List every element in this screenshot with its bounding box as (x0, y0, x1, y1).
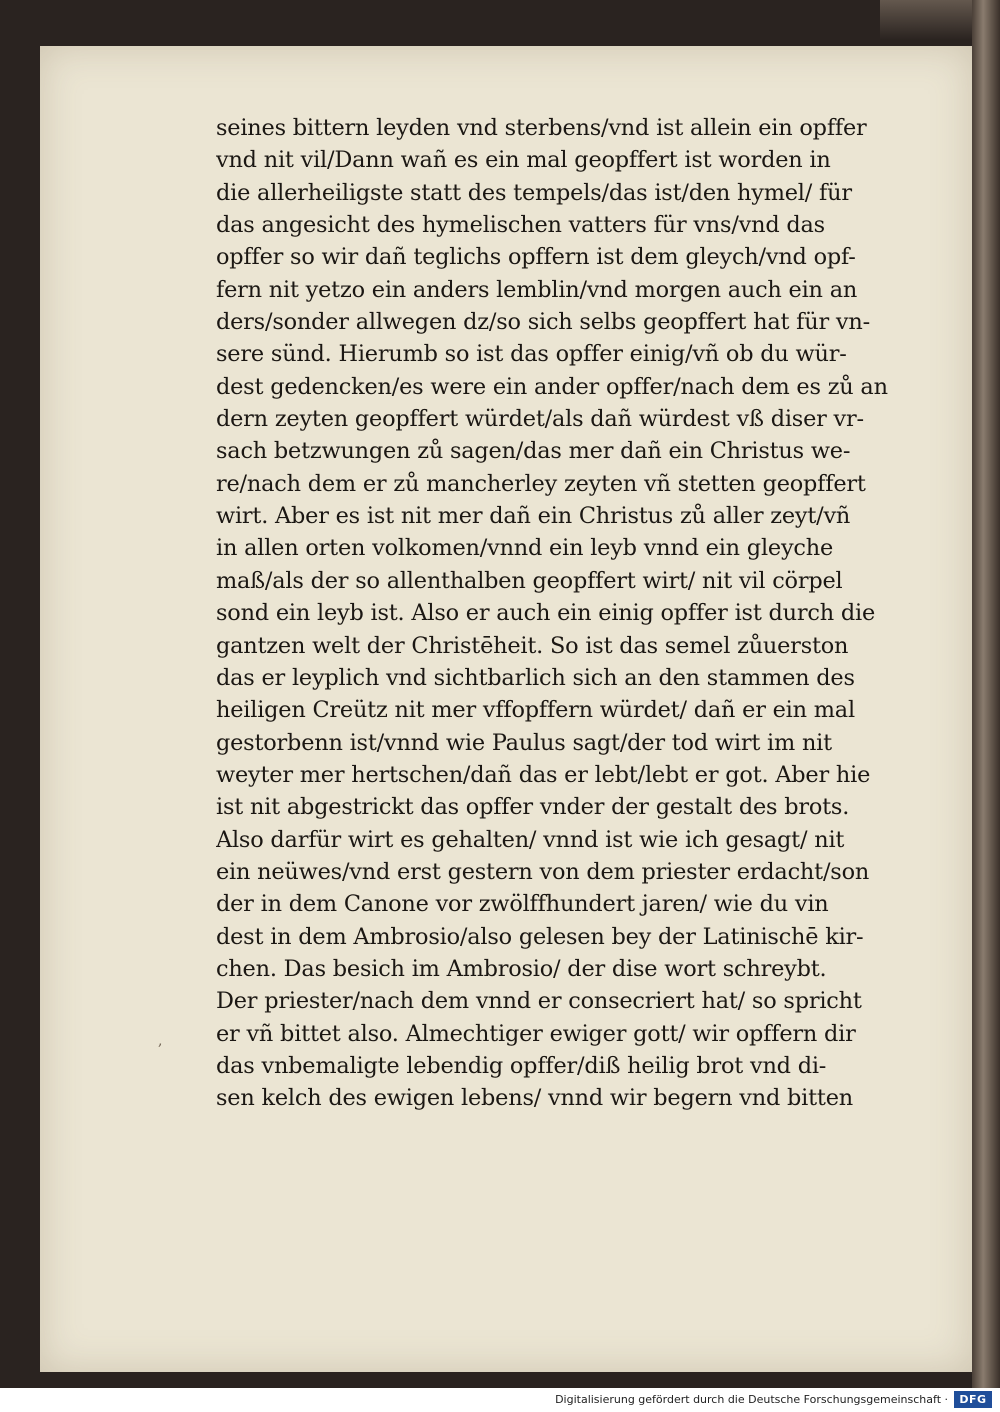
text-line: das er leyplich vnd sichtbarlich sich an den stammen des (216, 664, 855, 691)
scan-book-edge-right (972, 0, 1000, 1388)
text-line: die allerheiligste statt des tempels/das ist/den hymel/ für (216, 179, 852, 206)
text-line: in allen orten volkomen/vnnd ein leyb vnnd ein gleyche (216, 535, 834, 562)
text-line: ein neüwes/vnd erst gestern von dem priester erdacht/son (216, 858, 870, 885)
text-line: gantzen welt der Christēheit. So ist das semel zůuerston (216, 632, 849, 659)
text-line: weyter mer hertschen/dañ das er lebt/lebt er got. Aber hie (216, 761, 871, 788)
text-line: Also darfür wirt es gehalten/ vnnd ist wie ich gesagt/ nit (216, 826, 845, 853)
text-line: wirt. Aber es ist nit mer dañ ein Christus zů aller zeyt/vñ (216, 503, 851, 530)
text-line: fern nit yetzo ein anders lemblin/vnd morgen auch ein an (216, 276, 858, 303)
text-line: chen. Das besich im Ambrosio/ der dise wort schreybt. (216, 955, 827, 982)
text-line: vnd nit vil/Dann wañ es ein mal geopffert ist worden in (216, 147, 831, 174)
text-line: ders/sonder allwegen dz/so sich selbs geopffert hat für vn- (216, 309, 870, 336)
text-line: sen kelch des ewigen lebens/ vnnd wir begern vnd bitten (216, 1085, 853, 1112)
text-line: Der priester/nach dem vnnd er consecriert hat/ so spricht (216, 988, 862, 1015)
text-line: sach betzwungen zů sagen/das mer dañ ein Christus we- (216, 438, 851, 465)
funding-credit: Digitalisierung gefördert durch die Deutsche Forschungsgemeinschaft · (555, 1393, 948, 1406)
text-line: dest gedencken/es were ein ander opffer/nach dem es zů an (216, 373, 888, 400)
text-line: das angesicht des hymelischen vatters für vns/vnd das (216, 212, 825, 239)
text-line: sere sünd. Hierumb so ist das opffer einig/vñ ob du wür- (216, 341, 847, 368)
text-line: gestorbenn ist/vnnd wie Paulus sagt/der tod wirt im nit (216, 729, 832, 756)
text-line: der in dem Canone vor zwölffhundert jaren/ wie du vin (216, 891, 829, 918)
text-line: seines bittern leyden vnd sterbens/vnd ist allein ein opffer (216, 115, 867, 141)
text-line: ist nit abgestrickt das opffer vnder der gestalt des brots. (216, 794, 850, 821)
page-text (216, 112, 916, 1115)
footer-bar (0, 1388, 1000, 1412)
margin-mark: , (158, 1033, 163, 1049)
text-line: das vnbemaligte lebendig opffer/diß heilig brot vnd di- (216, 1052, 827, 1079)
text-line: re/nach dem er zů mancherley zeyten vñ stetten geopffert (216, 470, 866, 497)
text-line: maß/als der so allenthalben geopffert wirt/ nit vil cörpel (216, 567, 843, 594)
text-line: dern zeyten geopffert würdet/als dañ würdest vß diser vr- (216, 406, 864, 433)
text-line: er vñ bittet also. Almechtiger ewiger gott/ wir opffern dir (216, 1020, 856, 1047)
text-line: dest in dem Ambrosio/also gelesen bey der Latinischē kir- (216, 923, 864, 950)
text-line: opffer so wir dañ teglichs opffern ist dem gleych/vnd opf- (216, 244, 856, 271)
text-line: heiligen Creütz nit mer vffopffern würdet/ dañ er ein mal (216, 697, 855, 724)
dfg-logo: DFG (954, 1391, 992, 1408)
text-line: sond ein leyb ist. Also er auch ein einig opffer ist durch die (216, 600, 876, 627)
